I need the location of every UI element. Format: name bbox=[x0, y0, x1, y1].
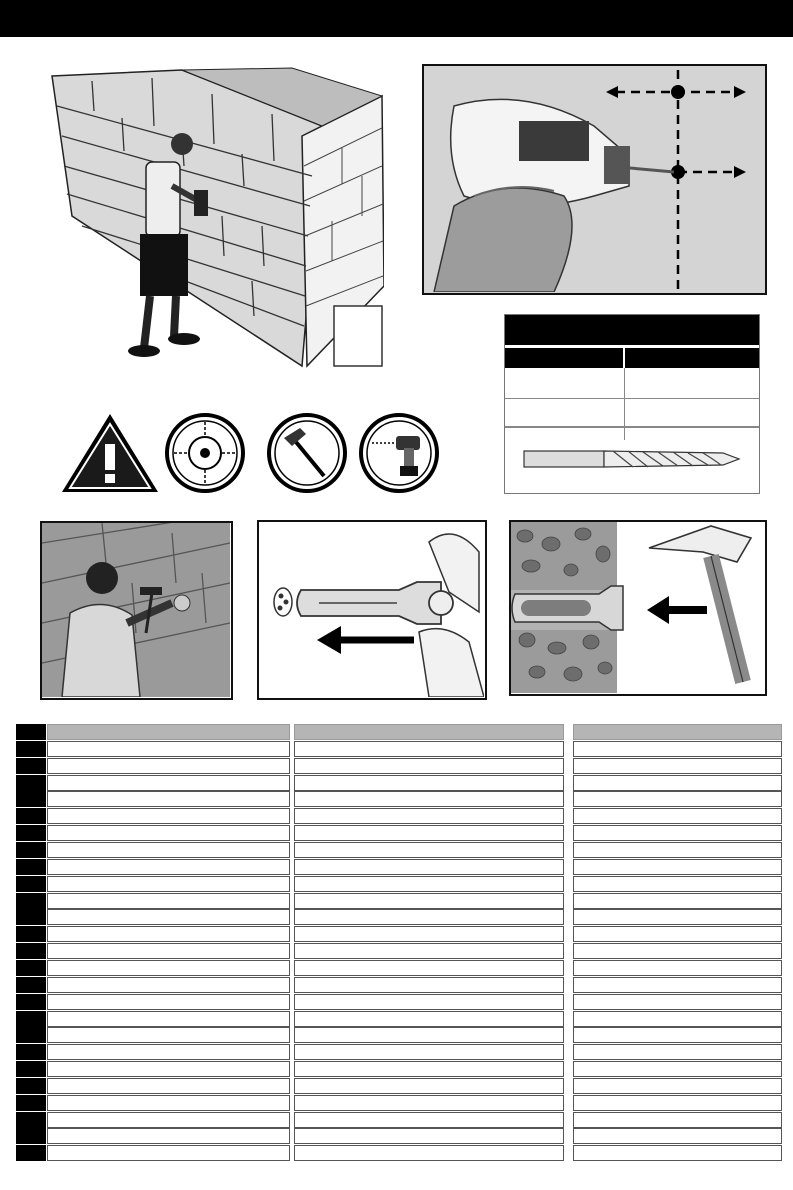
grid-row-marker bbox=[16, 960, 46, 976]
grid-row-marker bbox=[16, 741, 46, 757]
drill-icon bbox=[358, 412, 440, 494]
grid-row-marker bbox=[16, 994, 46, 1010]
grid-row-marker bbox=[16, 926, 46, 942]
drill-bit-icon bbox=[523, 447, 741, 471]
grid-cell bbox=[47, 893, 290, 909]
grid-cell bbox=[47, 1011, 290, 1027]
grid-row-marker bbox=[16, 1112, 46, 1128]
spec-row-2 bbox=[505, 401, 759, 427]
grid-cell bbox=[294, 842, 564, 858]
spec-table-title bbox=[505, 315, 759, 345]
grid-cell bbox=[47, 1078, 290, 1094]
grid-cell bbox=[294, 1078, 564, 1094]
grid-cell bbox=[573, 1128, 782, 1144]
grid-cell bbox=[47, 808, 290, 824]
grid-cell bbox=[294, 943, 564, 959]
grid-cell bbox=[573, 926, 782, 942]
grid-row-marker bbox=[16, 1095, 46, 1111]
grid-row bbox=[16, 758, 782, 774]
grid-cell bbox=[573, 909, 782, 925]
grid-row-marker bbox=[16, 893, 46, 909]
grid-cell bbox=[294, 909, 564, 925]
grid-cell bbox=[573, 758, 782, 774]
grid-row-marker bbox=[16, 1061, 46, 1077]
grid-row-marker bbox=[16, 808, 46, 824]
spec-divider-horizontal bbox=[505, 427, 759, 428]
grid-row bbox=[16, 842, 782, 858]
grid-cell bbox=[47, 825, 290, 841]
target-icon bbox=[164, 412, 246, 494]
grid-cell bbox=[573, 1078, 782, 1094]
grid-row bbox=[16, 893, 782, 909]
grid-row-marker bbox=[16, 1027, 46, 1043]
grid-column-header bbox=[294, 724, 564, 740]
grid-row bbox=[16, 741, 782, 757]
grid-cell bbox=[47, 994, 290, 1010]
grid-cell bbox=[47, 943, 290, 959]
grid-row-marker bbox=[16, 859, 46, 875]
grid-cell bbox=[573, 893, 782, 909]
grid-cell bbox=[573, 808, 782, 824]
grid-cell bbox=[573, 1061, 782, 1077]
grid-row-marker bbox=[16, 791, 46, 807]
grid-column-header bbox=[573, 724, 782, 740]
grid-cell bbox=[573, 791, 782, 807]
grid-row bbox=[16, 808, 782, 824]
grid-row bbox=[16, 825, 782, 841]
grid-row-marker bbox=[16, 1078, 46, 1094]
grid-row-marker bbox=[16, 758, 46, 774]
grid-row bbox=[16, 791, 782, 807]
drill-marking-illustration bbox=[422, 64, 767, 295]
grid-cell bbox=[47, 1061, 290, 1077]
grid-row bbox=[16, 960, 782, 976]
grid-cell bbox=[47, 791, 290, 807]
grid-cell bbox=[294, 791, 564, 807]
wall-drilling-illustration bbox=[22, 66, 384, 378]
grid-cell bbox=[294, 1027, 564, 1043]
grid-cell bbox=[573, 1095, 782, 1111]
grid-row bbox=[16, 876, 782, 892]
grid-row bbox=[16, 1095, 782, 1111]
grid-cell bbox=[47, 960, 290, 976]
grid-row-marker bbox=[16, 1145, 46, 1161]
grid-cell bbox=[573, 1027, 782, 1043]
grid-row bbox=[16, 1112, 782, 1128]
warning-icon bbox=[60, 412, 160, 494]
grid-row-marker bbox=[16, 775, 46, 791]
grid-row bbox=[16, 909, 782, 925]
grid-cell bbox=[294, 1112, 564, 1128]
grid-cell bbox=[573, 876, 782, 892]
grid-cell bbox=[294, 977, 564, 993]
grid-cell bbox=[47, 741, 290, 757]
grid-cell bbox=[294, 808, 564, 824]
grid-cell bbox=[47, 758, 290, 774]
grid-cell bbox=[294, 1044, 564, 1060]
anchor-insert-illustration bbox=[257, 520, 487, 700]
grid-cell bbox=[294, 741, 564, 757]
grid-row-marker bbox=[16, 1044, 46, 1060]
grid-cell bbox=[573, 859, 782, 875]
grid-cell bbox=[573, 943, 782, 959]
grid-cell bbox=[294, 1011, 564, 1027]
grid-row-marker bbox=[16, 943, 46, 959]
grid-cell bbox=[294, 1095, 564, 1111]
grid-row bbox=[16, 943, 782, 959]
header-bar bbox=[0, 0, 793, 37]
spec-col-header-1 bbox=[505, 348, 623, 368]
grid-row bbox=[16, 994, 782, 1010]
grid-row bbox=[16, 1044, 782, 1060]
grid-row bbox=[16, 926, 782, 942]
grid-row-marker bbox=[16, 842, 46, 858]
grid-cell bbox=[573, 977, 782, 993]
grid-cell bbox=[573, 994, 782, 1010]
grid-cell bbox=[573, 825, 782, 841]
grid-cell bbox=[47, 1095, 290, 1111]
grid-cell bbox=[47, 1027, 290, 1043]
grid-cell bbox=[573, 1145, 782, 1161]
hammer-anchor-illustration bbox=[509, 520, 767, 696]
grid-cell bbox=[47, 859, 290, 875]
grid-cell bbox=[294, 1145, 564, 1161]
grid-row bbox=[16, 1027, 782, 1043]
spec-col-header-2 bbox=[625, 348, 759, 368]
grid-cell bbox=[47, 842, 290, 858]
hammering-man-illustration bbox=[40, 521, 233, 700]
grid-row-marker bbox=[16, 825, 46, 841]
grid-row bbox=[16, 1078, 782, 1094]
drill-spec-table bbox=[504, 314, 760, 494]
hammer-icon bbox=[266, 412, 348, 494]
grid-cell bbox=[294, 1061, 564, 1077]
grid-cell bbox=[47, 1044, 290, 1060]
grid-cell bbox=[294, 1128, 564, 1144]
grid-cell bbox=[47, 1145, 290, 1161]
grid-row bbox=[16, 775, 782, 791]
specification-grid bbox=[16, 724, 782, 1179]
grid-row bbox=[16, 1061, 782, 1077]
grid-cell bbox=[294, 859, 564, 875]
grid-cell bbox=[47, 926, 290, 942]
grid-cell bbox=[294, 893, 564, 909]
grid-header-row bbox=[16, 724, 782, 740]
grid-cell bbox=[294, 775, 564, 791]
grid-cell bbox=[573, 960, 782, 976]
grid-column-header bbox=[47, 724, 290, 740]
grid-row bbox=[16, 1128, 782, 1144]
grid-cell bbox=[47, 876, 290, 892]
grid-cell bbox=[573, 775, 782, 791]
grid-cell bbox=[573, 842, 782, 858]
grid-cell bbox=[294, 926, 564, 942]
grid-cell bbox=[294, 825, 564, 841]
grid-cell bbox=[573, 1112, 782, 1128]
grid-row-marker bbox=[16, 1011, 46, 1027]
grid-row-marker bbox=[16, 724, 46, 740]
grid-row-marker bbox=[16, 909, 46, 925]
grid-cell bbox=[573, 1044, 782, 1060]
grid-row bbox=[16, 1145, 782, 1161]
grid-cell bbox=[47, 1128, 290, 1144]
grid-cell bbox=[573, 741, 782, 757]
grid-row-marker bbox=[16, 977, 46, 993]
grid-cell bbox=[47, 977, 290, 993]
grid-row bbox=[16, 1011, 782, 1027]
grid-cell bbox=[47, 1112, 290, 1128]
grid-row-marker bbox=[16, 876, 46, 892]
grid-cell bbox=[294, 994, 564, 1010]
grid-cell bbox=[47, 909, 290, 925]
grid-row bbox=[16, 977, 782, 993]
grid-cell bbox=[294, 960, 564, 976]
grid-cell bbox=[47, 775, 290, 791]
grid-row bbox=[16, 859, 782, 875]
grid-cell bbox=[294, 758, 564, 774]
grid-cell bbox=[294, 876, 564, 892]
spec-divider bbox=[624, 368, 625, 440]
grid-cell bbox=[573, 1011, 782, 1027]
spec-row-1 bbox=[505, 373, 759, 399]
grid-row-marker bbox=[16, 1128, 46, 1144]
